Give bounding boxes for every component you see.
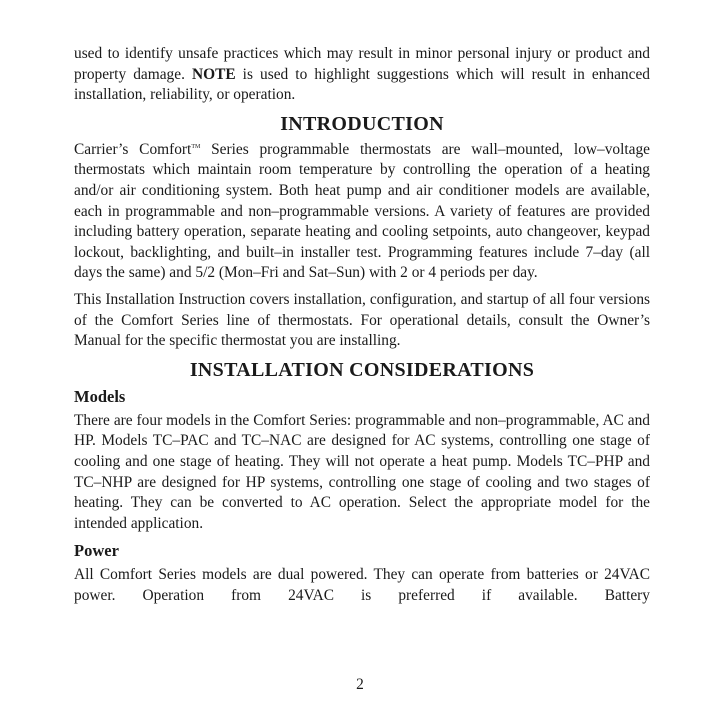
models-paragraph: There are four models in the Comfort Series: programmable and non–programmable, AC and HP. Models TC–PAC and TC–NAC are designed for AC systems, controlling one stage of cooling and one stage of heating. They will not operate a heat pump. Models TC–PHP and TC–NHP are designed for HP systems, controlling one stage of cooling and two stages of heating. They can be converted to AC operation. Select the appropriate model for the intended application. — [74, 411, 650, 532]
document-page — [74, 44, 650, 612]
introduction-text-a: Carrier’s Comfort — [74, 140, 192, 158]
introduction-paragraph-1 — [74, 140, 650, 284]
introduction-heading: INTRODUCTION — [280, 112, 444, 135]
intro-text-a: used to identify unsafe practices which may result in minor personal injury or product and property damage. — [74, 45, 650, 83]
intro-paragraph — [74, 44, 650, 106]
models-heading: Models — [74, 386, 126, 406]
page-number: 2 — [356, 676, 364, 693]
power-heading: Power — [74, 541, 119, 561]
introduction-paragraph-2: This Installation Instruction covers installation, configuration, and startup of all four versions of the Comfort Series line of thermostats. For operational details, consult the Owner’s Manual for the specific thermostat you are installing. — [74, 290, 650, 350]
introduction-text-b: Series programmable thermostats are wall–mounted, low–voltage thermostats which maintain room temperature by controlling the operation of a heating and/or air conditioning system. Both heat pump and air conditioner models are available, each in programmable and non–programmable versions. A variety of features are provided including battery operation, separate heating and cooling setpoints, auto changeover, keypad lockout, backlighting, and built–in installer test. Programming features include 7–day (all days the same) and 5/2 (Mon–Fri and Sat–Sun) with 2 or 4 periods per day. — [74, 140, 651, 282]
intro-text-b: is used to highlight suggestions which will result in enhanced installation, reliability, or operation. — [74, 65, 650, 104]
trademark-mark: TM — [191, 143, 201, 150]
power-paragraph: All Comfort Series models are dual powered. They can operate from batteries or 24VAC power. Operation from 24VAC is preferred if available. Battery — [74, 566, 650, 604]
installation-heading: INSTALLATION CONSIDERATIONS — [189, 358, 535, 381]
note-keyword: NOTE — [191, 65, 236, 83]
